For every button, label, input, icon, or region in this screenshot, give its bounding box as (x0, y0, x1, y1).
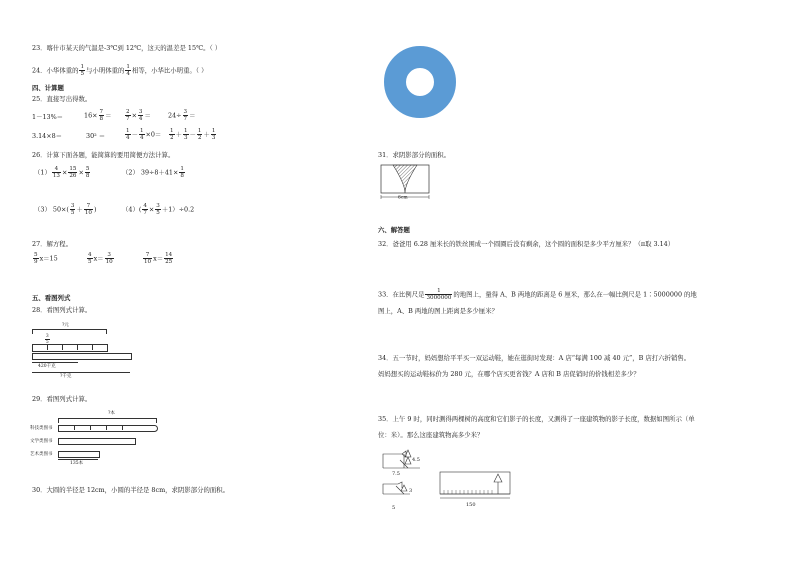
q28-bar-top (32, 344, 108, 352)
question-28: 28．看图列式计算。 (32, 306, 92, 314)
calc-1: 1－13%＝ (32, 113, 64, 121)
q31-shaded-region (393, 165, 417, 193)
q29-row2-label: 文学类图书 (30, 439, 53, 444)
q35-tree1-shape (383, 451, 406, 468)
calc-2: 16× $\frac{7}{8}$ ＝ (84, 109, 112, 122)
question-23: 23．喀什市某天的气温是-3℃到 12℃，这天的温差是 15℃。（ ） (32, 44, 222, 52)
question-24: 24．小华体重的 $\frac{1}{5}$ 与小明体重的 $\frac{1}{4}$ 相等，小华比小明重。（ ） (32, 64, 208, 77)
q35-figure (380, 446, 530, 511)
equation-1: $\frac{5}{9}$ x＝15 (34, 252, 58, 265)
equation-2: $\frac{4}{5}$ x＝ $\frac{3}{10}$ (88, 252, 113, 265)
q29-top-label: ?本 (108, 411, 115, 416)
q35-label-5: 5 (392, 505, 396, 511)
question-26-3: （3） 50×( $\frac{3}{5}$ ＋ $\frac{7}{10}$ ) (34, 203, 97, 216)
question-31: 31．求阴影部分的面积。 (378, 151, 451, 159)
calc-5: 3.14×8＝ (32, 132, 63, 140)
question-34-line1: 34．五一节时，妈妈想给平平买一双运动鞋，她在逛街时发现：A 店“每满 100 减 40 元”，B 店打六折销售。 (378, 354, 691, 362)
question-26-1: （1） $\frac{4}{13}$ × $\frac{15}{26}$ × $\frac{5}{8}$ (34, 166, 90, 179)
q28-420-label: 420千克 (38, 364, 56, 369)
question-33-line2: 图上，A、B 两地的图上距离是多少厘米？ (378, 307, 498, 315)
section-4-title: 四、计算题 (32, 84, 64, 92)
question-33-line1: 33．在比例尺是 $\frac{1}{3000000}$ 的地图上，量得 A、B 两地的距离是 6 厘米，那么在一幅比例尺是 1∶5000000 的地 (378, 288, 697, 301)
q28-top-label: ?元 (62, 323, 69, 328)
question-35-line2: 位：米）。那么这座建筑物高多少米？ (378, 431, 484, 439)
question-29: 29．看图列式计算。 (32, 395, 92, 403)
q28-diagram (30, 320, 140, 380)
question-27: 27．解方程。 (32, 240, 73, 248)
q35-tree2-shape (383, 482, 402, 494)
q29-bar-2 (58, 438, 136, 445)
question-35-line1: 35．上午 9 时，同时测得两棵树的高度和它们影子的长度，又测得了一座建筑物的影子长度，数据如图所示（单 (378, 415, 695, 423)
q31-figure (380, 164, 432, 204)
question-30: 30．大圆的半径是 12cm，小圆的半径是 8cm，求阴影部分的面积。 (32, 486, 230, 494)
ring-shape (395, 57, 445, 107)
q35-label-3: 3 (409, 488, 413, 494)
q29-bar-1 (58, 425, 158, 432)
q29-135-label: 135本 (70, 461, 84, 466)
question-34-line2: 妈妈想买的运动鞋标价为 280 元，在哪个店买更省钱？A 店和 B 店促销时的价钱相差多少？ (378, 370, 640, 378)
ring-figure (380, 42, 460, 122)
q35-label-7-5: 7.5 (392, 471, 400, 477)
q29-row1-label: 科技类图书 (30, 426, 53, 431)
q35-building (440, 472, 510, 494)
q28-bar-bottom (32, 353, 132, 360)
calc-7: $\frac{1}{4}$ － $\frac{1}{4}$ ×0＝ (126, 128, 162, 141)
section-5-title: 五、看图列式 (32, 294, 71, 302)
question-32: 32．爸爸用 6.28 厘米长的铁丝围成一个圆圈后没有剩余，这个圆的面积是多少平方厘米？（π取 3.14） (378, 240, 675, 248)
q28-fraction: $\frac{3}{5}$ (46, 333, 49, 344)
q28-bottom-label: ?千克 (60, 374, 72, 379)
calc-8: $\frac{1}{2}$ ＋ $\frac{1}{3}$ － $\frac{1}{2}$ ＋ $\frac{1}{3}$ (170, 128, 216, 141)
calc-6: 30² ＝ (86, 132, 106, 140)
q35-label-150: 150 (466, 502, 476, 508)
q29-bar-3 (58, 451, 100, 458)
calc-4: 24÷ $\frac{3}{7}$ ＝ (168, 109, 196, 122)
question-25: 25．直接写出得数。 (32, 95, 92, 103)
q29-diagram (30, 408, 170, 478)
q29-row3-label: 艺术类图书 (30, 452, 53, 457)
question-26-2: （2） 39÷8＋41× $\frac{1}{8}$ (122, 166, 184, 179)
calc-3: $\frac{2}{7}$ × $\frac{3}{4}$ ＝ (126, 109, 151, 122)
q31-6cm-label: 6cm (398, 195, 408, 201)
q35-label-4-5: 4.5 (412, 457, 420, 463)
question-26: 26．计算下面各题，能简算的要用简便方法计算。 (32, 151, 175, 159)
section-6-title: 六、解答题 (378, 226, 410, 234)
question-26-4: （4）( $\frac{4}{7}$ × $\frac{3}{5}$ ＋1）÷0.2 (122, 203, 195, 216)
equation-3: $\frac{7}{10}$ x＝ $\frac{14}{25}$ (144, 252, 173, 265)
q35-building-hatch (444, 490, 492, 494)
